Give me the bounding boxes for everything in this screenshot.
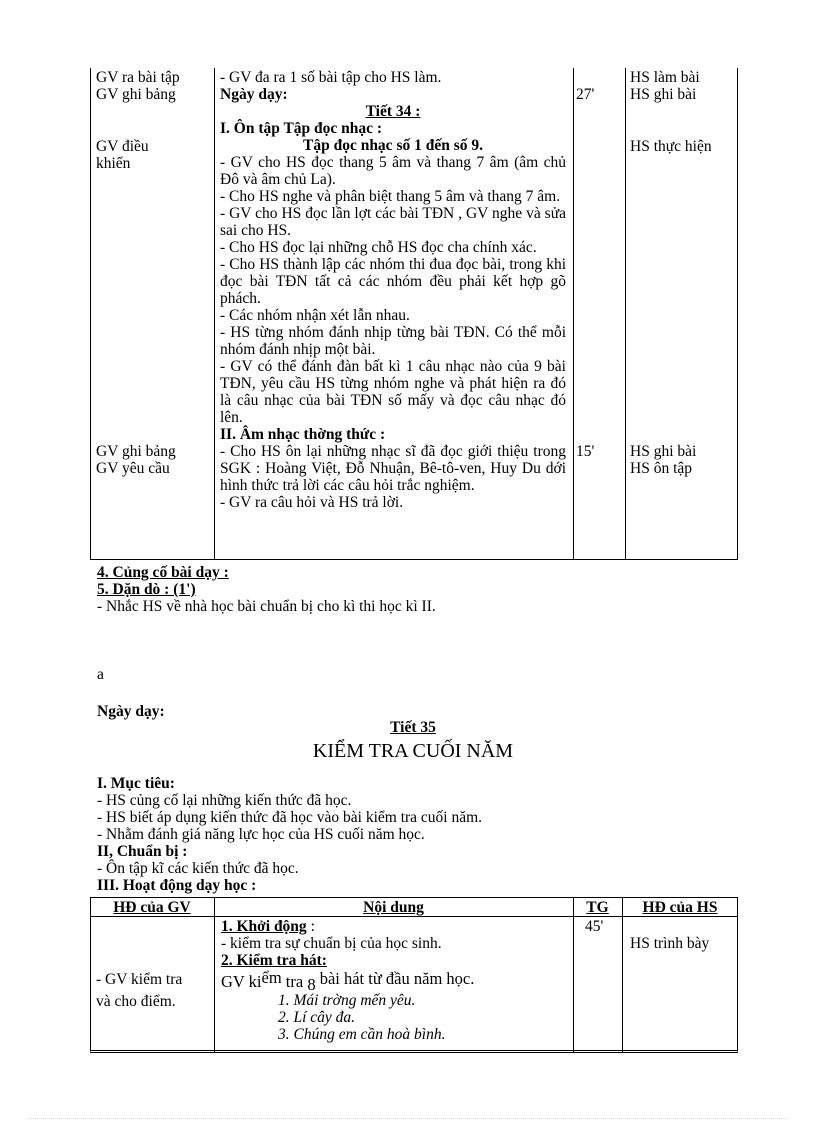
teacher-activity-cell [96,969,182,1013]
column-divider [214,68,215,560]
sub-heading: Tập đọc nhạc số 1 đến số 9. [302,137,483,154]
student-activity: HS thực hiện [630,138,712,155]
teacher-activity: GV điều [96,138,149,155]
section-heading: II. Âm nhạc thờng thức : [220,426,386,443]
student-activity: HS ghi bài [630,86,697,103]
column-divider [214,897,215,1053]
header-student-activity: HĐ của HS [642,899,718,916]
lesson-34-table [90,68,738,560]
teacher-activity: GV ghi bảng [96,86,176,103]
section-heading: III. Hoạt động dạy học : [97,877,257,894]
singing-test-text: GV kiểm tra 8 bài hát từ đầu năm học. [221,968,475,994]
page-edge-divider [28,1118,788,1119]
content-paragraph: - GV ra câu hỏi và HS trả lời. [220,494,404,511]
content-paragraph: - Cho HS ôn lại những nhạc sĩ đã đọc giới thiệu trong SGK : Hoàng Việt, Đỗ Nhuận, Bê-tô-ven, Huy Du dới hình thức trả lời các câu hỏi trắc nghiệm. [220,443,566,494]
song-item: 2. Lí cây đa. [278,1009,356,1026]
time-value: 15' [576,443,595,460]
warmup-text: - kiểm tra sự chuẩn bị của học sinh. [221,935,442,952]
student-activity: HS làm bài [630,69,700,86]
lesson-number: Tiết 35 [390,719,436,736]
content-paragraph: - GV cho HS đọc lần lợt các bài TĐN , GV nghe và sửa sai cho HS. [220,205,566,239]
song-item: 1. Mái trờng mến yêu. [278,992,416,1009]
teacher-activity: - GV kiểm tra [96,971,183,988]
warmup-colon: : [306,918,315,935]
warmup-heading: 1. Khởi động [221,918,307,935]
header-content: Nội dung [363,899,424,916]
teacher-activity: và cho điểm. [96,993,176,1010]
section-heading: I. Ôn tập Tập đọc nhạc : [220,120,383,137]
objective-item: - HS biết áp dụng kiến thức đã học vào bài kiểm tra cuối năm. [97,809,483,826]
content-paragraph: - GV có thể đánh đàn bất kì 1 câu nhạc nào của 9 bài TĐN, yêu cầu HS từng nhóm nghe và phát hiện ra đó là câu nhạc của bài TĐN số mấy và đọc câu nhạc đó lên. [220,358,566,426]
content-paragraph: - Các nhóm nhận xét lẫn nhau. [220,307,410,324]
lesson-35-table [90,897,738,1053]
content-paragraph: - Cho HS thành lập các nhóm thi đua đọc bài, trong khi đọc bài TĐN tất cả các nhóm đều phải kết hợp gõ phách. [220,256,566,307]
teacher-activity-column [96,69,214,103]
column-divider [625,68,626,560]
date-label: Ngày dạy: [97,703,165,720]
teacher-activity: GV ghi bảng [96,443,176,460]
content-paragraph: - Cho HS đọc lại những chỗ HS đọc cha chính xác. [220,239,537,256]
preparation-item: - Ôn tập kĩ các kiến thức đã học. [97,860,299,877]
column-divider [573,68,574,560]
content-paragraph: - Cho HS nghe và phân biệt thang 5 âm và thang 7 âm. [220,188,561,205]
section-5-heading: 5. Dặn dò : (1') [97,581,196,598]
section-4-heading: 4. Củng cố bài dạy : [97,564,229,581]
time-value: 27' [576,86,595,103]
homework-note: - Nhắc HS về nhà học bài chuẩn bị cho kì thi học kì II. [97,598,436,615]
objective-item: - HS củng cố lại những kiến thức đã học. [97,792,352,809]
objective-item: - Nhằm đánh giá năng lực học của HS cuối năm học. [97,826,425,843]
song-item: 3. Chúng em cần hoà bình. [278,1026,446,1043]
time-value: 45' [585,918,604,935]
section-heading: I. Mục tiêu: [97,775,175,792]
singing-test-heading: 2. Kiểm tra hát: [221,952,327,969]
header-time: TG [586,899,609,916]
content-cell [221,918,474,1043]
content-line: - GV đa ra 1 số bài tập cho HS làm. [220,69,442,86]
objectives-section [97,775,482,894]
teacher-activity-column [96,138,214,172]
student-activity-column [630,443,736,477]
content-column [220,69,566,511]
content-paragraph: - HS từng nhóm đánh nhịp từng bài TĐN. Có thể mỗi nhóm đánh nhịp một bài. [220,324,566,358]
teacher-activity-column [96,443,214,477]
column-divider [573,897,574,1053]
page-title: KIỂM TRA CUỐI NĂM [312,740,514,762]
student-activity: HS ôn tập [630,460,692,477]
column-divider [622,897,623,1053]
lesson-number: Tiết 34 : [365,103,421,120]
student-activity-column [630,69,736,103]
teacher-activity: GV ra bài tập [96,69,180,86]
stray-character: a [97,666,104,683]
student-activity: HS ghi bài [630,443,697,460]
teacher-activity: khiển [96,155,131,172]
content-paragraph: - GV cho HS đọc thang 5 âm và thang 7 âm (âm chủ Đô và âm chủ La). [220,154,566,188]
student-activity: HS trình bày [630,935,710,952]
section-heading: II, Chuẩn bị : [97,843,188,860]
header-teacher-activity: HĐ của GV [113,899,191,916]
teacher-activity: GV yêu cầu [96,460,170,477]
date-label: Ngày dạy: [220,86,288,103]
